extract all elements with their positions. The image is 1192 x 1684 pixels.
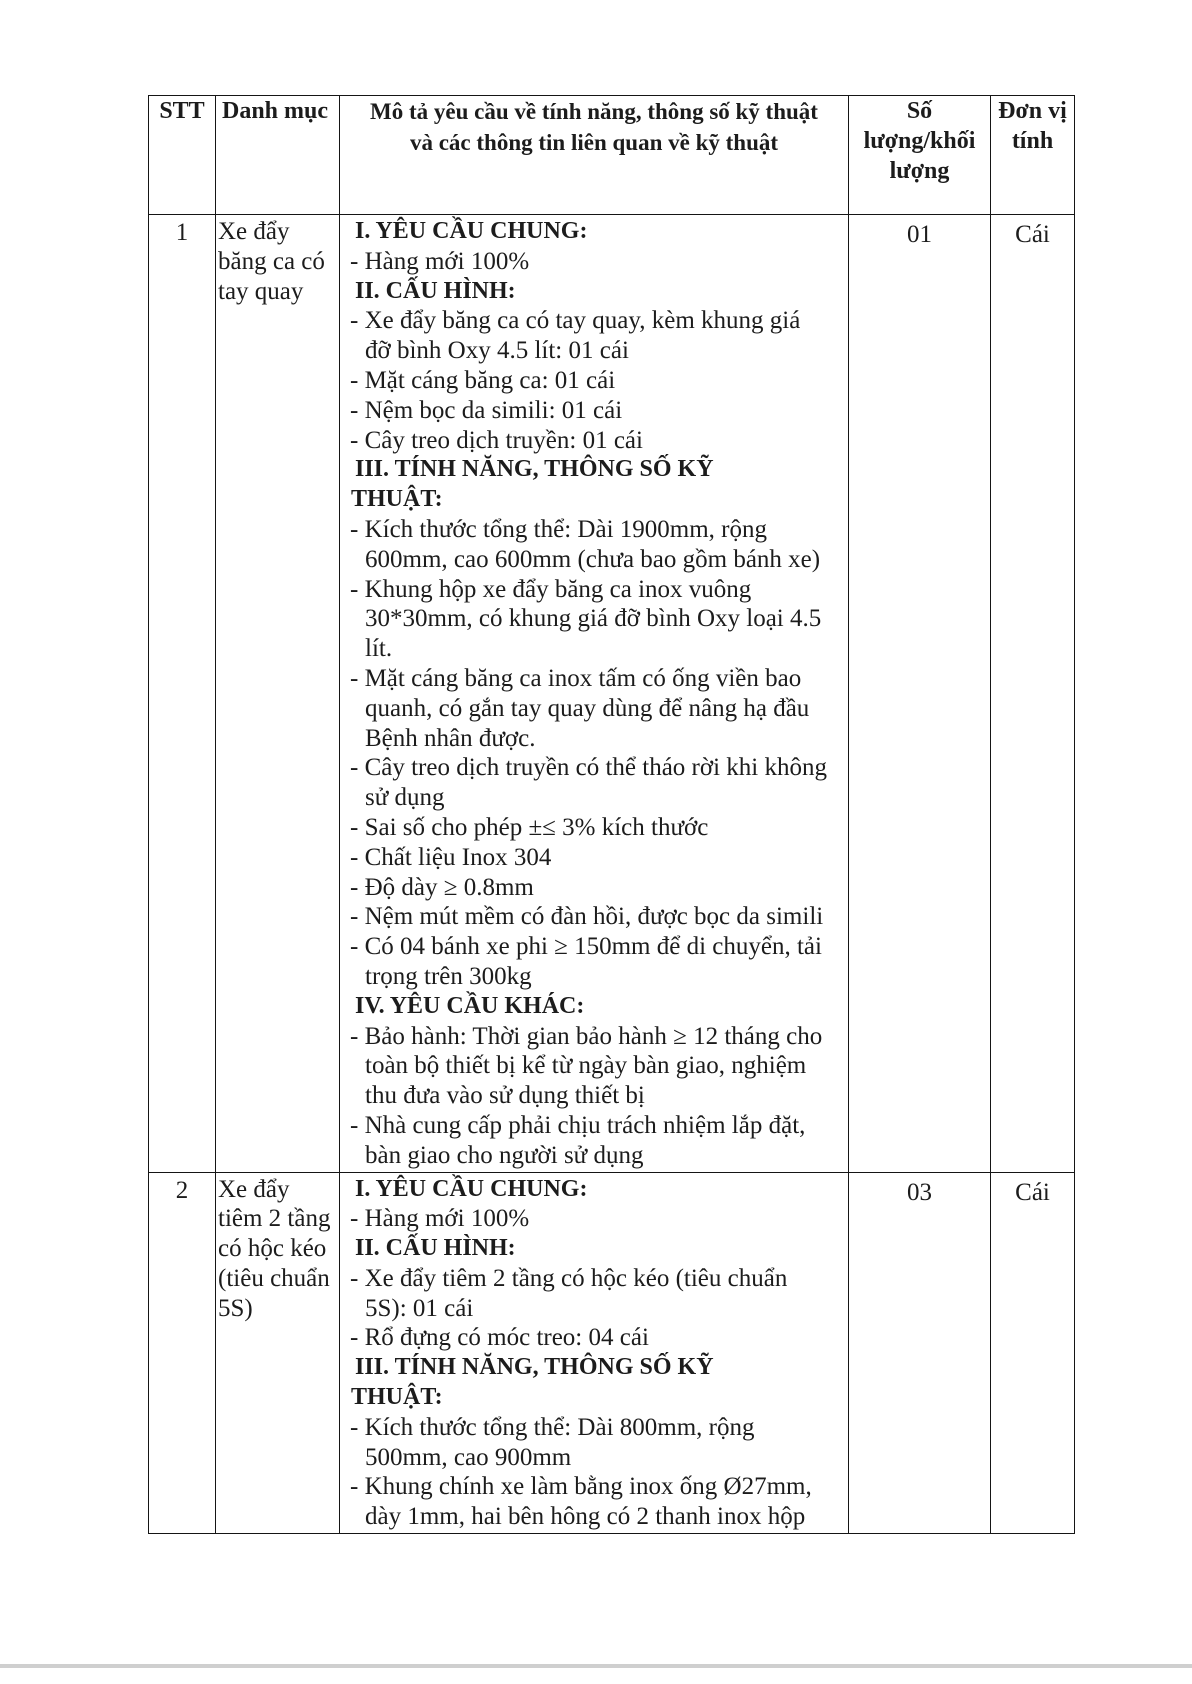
spec-item-continuation: 600mm, cao 600mm (chưa bao gồm bánh xe): [365, 545, 821, 573]
table-row: [149, 215, 1075, 1173]
table-header-row: [149, 96, 1075, 215]
spec-item-line: - Mặt cáng băng ca inox tấm có ống viền bao: [350, 664, 802, 692]
spec-item: [350, 664, 848, 753]
spec-item-line: - Bảo hành: Thời gian bảo hành ≥ 12 tháng cho: [350, 1022, 823, 1050]
header-unit-line: Đơn vị: [998, 98, 1067, 124]
section-heading-line: IV. YÊU CẦU KHÁC:: [355, 992, 585, 1019]
spec-item: [350, 426, 848, 456]
spec-item: [350, 902, 848, 932]
table-body: [149, 215, 1075, 1534]
section-heading-line: III. TÍNH NĂNG, THÔNG SỐ KỸ: [355, 456, 714, 483]
spec-item-line: - Khung hộp xe đẩy băng ca inox vuông: [350, 575, 752, 603]
spec-item-continuation: 500mm, cao 900mm: [365, 1443, 572, 1471]
spec-item: [350, 306, 848, 366]
spec-item-continuation: thu đưa vào sử dụng thiết bị: [365, 1082, 645, 1110]
quantity-value: 01: [907, 221, 932, 248]
spec-item-line: - Hàng mới 100%: [350, 247, 530, 275]
spec-item-line: - Nệm mút mềm có đàn hồi, được bọc da simili: [350, 903, 824, 931]
unit-cell: [991, 215, 1075, 1173]
unit-value: Cái: [1015, 1178, 1050, 1206]
spec-item: [350, 515, 848, 575]
spec-item-line: - Nhà cung cấp phải chịu trách nhiệm lắp đặt,: [350, 1111, 806, 1139]
spec-item-line: - Kích thước tổng thể: Dài 1900mm, rộng: [350, 515, 767, 543]
section-heading: [350, 1175, 848, 1205]
spec-item-line: - Xe đẩy tiêm 2 tầng có hộc kéo (tiêu chuẩn: [350, 1264, 788, 1292]
spec-item-line: - Độ dày ≥ 0.8mm: [350, 873, 534, 901]
spec-item-continuation: bàn giao cho người sử dụng: [365, 1141, 644, 1169]
spec-item: [350, 813, 848, 843]
category-line: có hộc kéo: [218, 1235, 327, 1263]
spec-item-line: - Cây treo dịch truyền có thể tháo rời khi không: [350, 754, 827, 782]
header-quantity: [849, 96, 991, 215]
spec-item-line: - Hàng mới 100%: [350, 1205, 530, 1233]
unit-value: Cái: [1015, 221, 1050, 248]
spec-item-continuation: toàn bộ thiết bị kể từ ngày bàn giao, nghiệm: [365, 1052, 807, 1080]
spec-item: [350, 1323, 848, 1353]
table-header: [149, 96, 1075, 215]
category-line: Xe đẩy: [218, 218, 290, 245]
section-heading: [350, 992, 848, 1022]
category-line: 5S): [218, 1294, 253, 1322]
section-heading-line: I. YÊU CẦU CHUNG:: [355, 1175, 588, 1202]
header-unit: [991, 96, 1075, 215]
table-row: [149, 1172, 1075, 1534]
header-quantity-line: lượng/khối: [863, 128, 976, 154]
spec-item-line: - Mặt cáng băng ca: 01 cái: [350, 366, 616, 394]
spec-item: [350, 753, 848, 813]
spec-item-continuation: quanh, có gắn tay quay dùng để nâng hạ đầu: [365, 694, 810, 722]
spec-item-line: - Khung chính xe làm bằng inox ống Ø27mm,: [350, 1473, 812, 1501]
section-heading: [350, 217, 848, 247]
description-cell: [340, 1172, 849, 1534]
scan-edge-line: [0, 1664, 1192, 1668]
spec-item-continuation: Bệnh nhân được.: [365, 724, 536, 752]
quantity-cell: [849, 1172, 991, 1534]
spec-item: [350, 1472, 848, 1532]
category-line: tay quay: [218, 277, 304, 305]
spec-item: [350, 575, 848, 664]
category-line: Xe đẩy: [218, 1175, 290, 1203]
section-heading-line: THUẬT:: [351, 486, 443, 513]
spec-item-continuation: 5S): 01 cái: [365, 1294, 474, 1322]
header-stt-label: STT: [159, 98, 205, 124]
section-heading: [350, 277, 848, 307]
spec-item: [350, 1264, 848, 1324]
section-heading: [350, 1353, 848, 1413]
section-heading-line: III. TÍNH NĂNG, THÔNG SỐ KỸ: [355, 1354, 714, 1381]
spec-item-line: - Sai số cho phép ±≤ 3% kích thước: [350, 813, 709, 841]
spec-item-line: - Xe đẩy băng ca có tay quay, kèm khung giá: [350, 307, 801, 335]
stt-value: 1: [175, 219, 189, 246]
header-category-label: Danh mục: [222, 98, 329, 124]
section-heading-line: II. CẤU HÌNH:: [355, 1235, 516, 1262]
spec-item-line: - Kích thước tổng thể: Dài 800mm, rộng: [350, 1413, 755, 1441]
section-heading-line: THUẬT:: [351, 1384, 443, 1411]
spec-item-continuation: đỡ bình Oxy 4.5 lít: 01 cái: [365, 337, 629, 365]
description-cell: [340, 215, 849, 1173]
spec-item-line: - Có 04 bánh xe phi ≥ 150mm để di chuyển, tải: [350, 933, 822, 961]
spec-item: [350, 1111, 848, 1171]
spec-item-line: - Rổ đựng có móc treo: 04 cái: [350, 1324, 649, 1352]
spec-item-line: - Cây treo dịch truyền: 01 cái: [350, 426, 643, 454]
category-line: băng ca có: [218, 247, 325, 275]
quantity-cell: [849, 215, 991, 1173]
section-heading: [350, 455, 848, 515]
spec-item-continuation: dày 1mm, hai bên hông có 2 thanh inox hộp: [365, 1503, 806, 1531]
spec-item-line: - Chất liệu Inox 304: [350, 843, 552, 871]
header-stt: [149, 96, 216, 215]
section-heading-line: II. CẤU HÌNH:: [355, 277, 516, 304]
quantity-value: 03: [907, 1178, 932, 1206]
specification-table: [148, 95, 1075, 1534]
header-category: [216, 96, 340, 215]
category-line: tiêm 2 tầng: [218, 1205, 331, 1233]
spec-item-line: - Nệm bọc da simili: 01 cái: [350, 396, 623, 424]
stt-cell: [149, 1172, 216, 1534]
section-heading: [350, 1234, 848, 1264]
spec-item: [350, 873, 848, 903]
spec-item: [350, 366, 848, 396]
spec-item-continuation: sử dụng: [365, 784, 445, 812]
header-description-line: Mô tả yêu cầu về tính năng, thông số kỹ thuật: [370, 99, 818, 124]
spec-item-continuation: trọng trên 300kg: [365, 962, 532, 990]
category-cell: [216, 215, 340, 1173]
category-cell: [216, 1172, 340, 1534]
spec-item: [350, 1022, 848, 1111]
stt-cell: [149, 215, 216, 1173]
header-description: [340, 96, 849, 215]
category-line: (tiêu chuẩn: [218, 1264, 330, 1292]
stt-value: 2: [175, 1176, 189, 1204]
spec-item-continuation: lít.: [365, 635, 393, 663]
spec-item: [350, 396, 848, 426]
header-quantity-line: lượng: [889, 158, 950, 184]
section-heading-line: I. YÊU CẦU CHUNG:: [355, 218, 588, 244]
spec-item: [350, 843, 848, 873]
header-description-line: và các thông tin liên quan về kỹ thuật: [409, 130, 779, 155]
header-quantity-line: Số: [906, 98, 933, 124]
spec-item: [350, 1204, 848, 1234]
spec-item-continuation: 30*30mm, có khung giá đỡ bình Oxy loại 4.5: [365, 605, 822, 633]
unit-cell: [991, 1172, 1075, 1534]
header-unit-line: tính: [1011, 128, 1054, 154]
spec-item: [350, 247, 848, 277]
spec-item: [350, 932, 848, 992]
spec-item: [350, 1413, 848, 1473]
